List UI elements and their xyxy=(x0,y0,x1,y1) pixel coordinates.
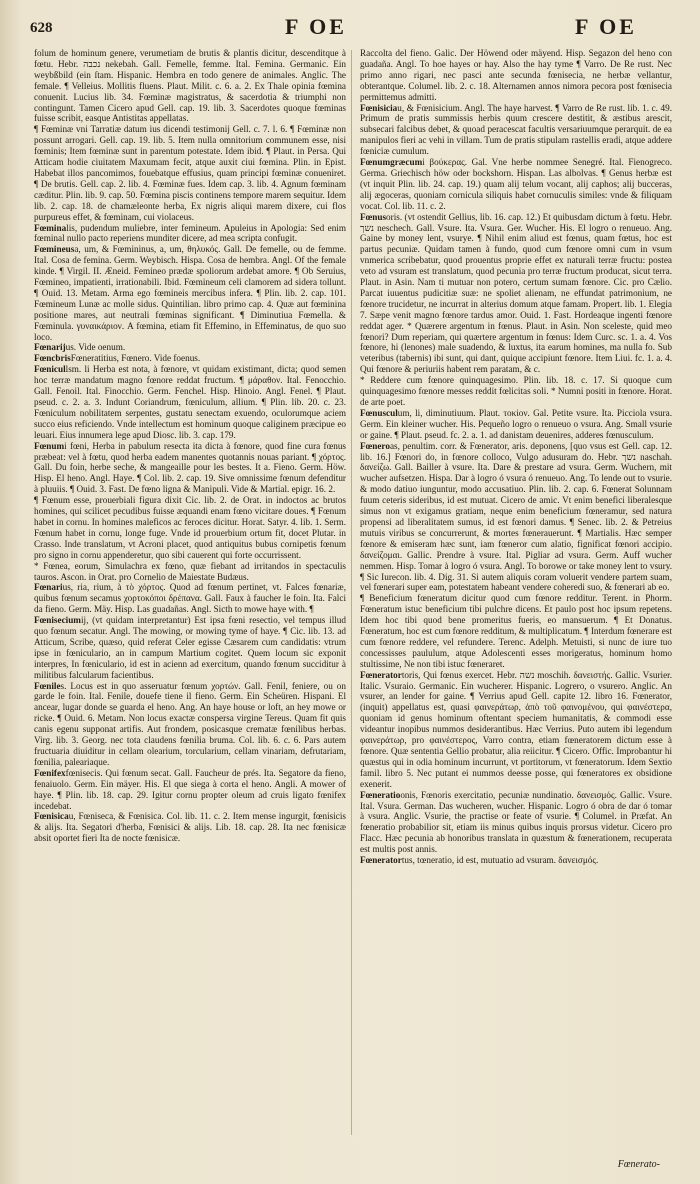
entry-text: s. Locus est in quo asseruatur fœnum χορτών. Gall. Fenil, feniere, ou on garde le foin. Ital. Fenile, douefe tiene il fieno. Germ. Ein Scheüren. Hispani. El ancear, lugar donde se guarda el heno. Ang. An haye house or loft, an hey mowe or ricke. ¶ Ouid. 6. Metam. Non locus exactæ conspersa virgine Tereus. Quam fit quis canis egenu supponat artifis. Aut frondem, posicasque crematæ fœnilibus herbas. Virg. lib. 3. Georg. nec tota claudens fœnilia bruma. Col. lib. 6. c. 6. Pars autem fructuaria diuiditur in cellam olearium, torcularium, cellam vinariam, defrutariam, fœnilia, paleariaque. xyxy=(34,680,346,767)
entry-headword: Fœnari xyxy=(34,582,63,593)
entry-text: i βούκερας. Gal. Vne herbe nommee Senegré. Ital. Fienogreco. Germa. Griechisch höw oder bockshorn. Hispan. Las albolvas. ¶ Genus herbæ est (vt inquit Plin. lib. 24. cap. 19.) quam alij telum vocant, alij caphos; alij bucceras, alij ægoceras, quoniam cornicula siliquis habet cornuculis similes: vnde & filiquam vocat. Col. lib. 11. c. 2. xyxy=(360,157,672,211)
entry-headword: Fœnerator xyxy=(360,669,402,680)
entry-headword: Fœnile xyxy=(34,680,61,691)
dictionary-entry xyxy=(34,495,346,560)
entry-text: folum de hominum genere, verumetiam de brutis & plantis dicitur, descenditque à fœtu. Hebr. נכבה nekebah. Gall. Femelle, femme. Ital. Femina. Germanic. Ein weybßbild (ein ſtam. Hispanic. Hembra en todo genere de animales. Anglic. The female. ¶ Velleius. Mollitis fluens. Plaut. Milit. c. 6. a. 2. Ex Thale opinia fœmina conuenit. Lucius lib. 34. Fœminæ magistratus, & sacerdotia & triumphi non contingunt. Tamen Cicero apud Gell. cap. 19. lib. 3. Sacerdotes quoque fœminas fuisse scribit, easque Antistitas appellatas. xyxy=(34,48,346,124)
entry-headword: Fœnus xyxy=(360,211,387,222)
dictionary-entry xyxy=(34,48,346,124)
entry-text: lsm. li Herba est nota, à fœnore, vt quidam existimant, dicta; quod semen hoc terræ mandatum magno fœnore reddat fructum. ¶ μάραθον. Ital. Fenocchio. Gall. Fenoil. Ital. Finocchio. Germ. Fenchel. Hisp. Hinoio. Angl. Fenel. ¶ Plaut. pseud. c. 2. a. 3. Indunt Coriandrum, fœniculum, allium. ¶ Plin. lib. 20. c. 23. Fœniculum nobilitatem serpentes, gustatu senectam exuendo, oculorumque aciem succo eius reficiendo. Vnde intellectum est hominum quoque caliginem præcipue eo leuari. Eius innumera lege apud Diosc. lib. 3. cap. 179. xyxy=(34,364,346,440)
page-number: 628 xyxy=(30,20,53,36)
entry-headword: Fœmina xyxy=(34,222,67,233)
dictionary-entry xyxy=(34,223,346,245)
dictionary-entry xyxy=(360,593,672,669)
dictionary-entry xyxy=(34,342,346,353)
entry-text: ¶ Fœminæ vni Tarratiæ datum ius dicendi testimonij Gell. c. 7. l. 6. ¶ Fœminæ non possunt arrogari. Gell. cap. 19. lib. 5. Item nulla omnitorium communem esse, nisi fœminis; Item fœminæ sunt in parentum potestate. Idem ibid. ¶ Plaut. in Persa. Qui Atticam hodie ciuitatem Maxumam fecit, atque auxit ciui fœmina. Plin. in Epist. Habebat illos pancomimos, fouebatque effusius, quam principi fœminæ conueniret. ¶ De brutis. Gell. cap. 2. lib. 4. Fœminæ fues. Idem cap. 3. lib. 4. Agnum fœminam cæditur. Plin. lib. 9. cap. 50. Fœmina piscis continens tempore marem sequitur. Idem lib. 2. cap. 18. de chamæleonte herba, Ex nigris aliqui marem dixere, cui flos purpureus effet, & fœminam, cui violaceus. xyxy=(34,124,346,222)
entry-text: ¶ Beneficium fœneratum dicitur quod cum fœnore redditur. Terent. in Phorm. Fœneratum istuc beneficium tibi pulchre dicens. Et paulo post hoc ipsum repetens. Idem hoc tibi quod bene promeritus fueris, eo mansuerum. ¶ Et Donatus. Fœneratum, hoc est cum fœnore redditum, & multiplicatum. ¶ Interdum fœnerare est cum fœnore reddere, vel refundere. Terenc. Adelph. Metuisti, si nunc de iure tuo concessisses paululum, atque Adolescenti esses morigeratus, hominum homo stultissime, Ne non tibi istuc fœneraret. xyxy=(360,593,672,669)
entry-text: u, Fœniseca, & Fœnisica. Col. lib. 11. c. 2. Item mense ingurgit, fœnisicis & alijs. Ita. Segatori d'herba, Fœnisici & alijs. Lib. 18. cap. 28. Ita nec fœnisicæ absit oportet fieri Ita de nocte fœnisicæ. xyxy=(34,811,346,844)
dictionary-entry xyxy=(34,582,346,615)
dictionary-entry xyxy=(34,615,346,680)
entry-headword: Fœnerator xyxy=(360,855,402,866)
entry-headword: Fœnum xyxy=(34,440,65,451)
dictionary-entry xyxy=(34,561,346,583)
dictionary-entry xyxy=(34,441,346,496)
entry-text: lis, pudendum muliebre, inter femineum. Apuleius in Apologia: Sed enim fœminal nullo pacto reperiens munditer dicere, ad mea scripta confugit. xyxy=(34,222,346,244)
catchword: Fœnerato- xyxy=(617,1159,660,1170)
entry-text: Raccolta del fieno. Galic. Der Höwend oder mäyend. Hisp. Segazon del heno con guadaña. Angl. To hoe hayes or hay. Also the hay tyme ¶ Varro. De Re rust. Nec primo anno rigari, nec pasci ante secunda fœnisecia, ne herbæ vellantur, obterantque. Columel. lib. 2. c. 18. Alternamen annos nimora pecora post fœnisecia permittemus admitti. xyxy=(360,48,672,102)
entry-text: um, li, diminutiuum. Plaut. τοκίον. Gal. Petite vsure. Ita. Picciola vsura. Germ. Ein kleiner wucher. His. Pequeño logro o renueuo o vsura. Ang. Small vsurie or gaine. ¶ Plaut. pseud. fc. 2. a. 1. ad danistam deuenires, adderes fœnusculum. xyxy=(360,407,672,440)
entry-text: tus, tœneratio, id est, mutuatio ad vsuram. δανεισμός. xyxy=(401,855,599,866)
entry-headword: Fœnero xyxy=(360,440,390,451)
entry-text: Fœneratitius, Fœnero. Vide foenus. xyxy=(70,353,201,364)
dictionary-entry xyxy=(34,768,346,812)
dictionary-entry xyxy=(34,681,346,768)
entry-text: u, & Fœnisicium. Angl. The haye harvest. ¶ Varro de Re rust. lib. 1. c. 49. Primum de pratis summissis herbis quum crescere destitit, & æstibus arescit, subsecari falcibus debet, & quoad peracescat facultis versariuumque perarquit. de ea manipulos fieri ac vehi in villam. Tum de pratis stipulam rastellis eradi, atque addere fœniciæ cumulum. xyxy=(360,102,672,157)
entry-text: fœnisecis. Qui fœnum secat. Gall. Faucheur de prés. Ita. Segatore da fieno, fenaiuolo. Germ. Ein mäyer. His. El que siega à corta el heno. Angli. A mower of haye. ¶ Plin. lib. 18. cap. 29. Igitur cornu propter oleum ad cruis ligato fœnifex incedebat. xyxy=(34,767,346,811)
dictionary-entry xyxy=(34,353,346,364)
running-head-right: F OE xyxy=(575,14,637,39)
left-column xyxy=(34,48,346,1138)
dictionary-entry xyxy=(360,670,672,790)
entry-headword: Fœmineus xyxy=(34,244,75,255)
entry-headword: Fœnisicia xyxy=(360,102,398,113)
entry-headword: Fœnisecium xyxy=(34,615,81,626)
dictionary-entry xyxy=(34,244,346,342)
entry-text: toris, Qui fœnus exercet. Hebr. נשה moschih. δανειστής. Gallic. Vsurier. Italic. Vsuraio. Germanic. Ein wucherer. Hispanic. Logrero, o vsurero. Anglic. An vsurer, an lender for gaine. ¶ Verrius apud Gell. capite 12. libro 16. Fœnerator, (inquit) appellatus est, quasi φαινεράτωρ, ἀπὸ τοῦ φαινομένου, qui φαινέστερα, quoniam id genus hominum oftentant speciem humanitatis, & commodi esse videantur inopibus nummos desiderantibus. Hæc Verrius. Puto autem ibi legendum φαινεράτωρ, pro φαινέστερος, Varro contra, etiam fœneratorem dictum esse à fœnore. Quæ sententia Gellio probatur, alia reiicitur. ¶ Cicero. Offic. Improbantur hi quæstus qui in odia hominum incurrunt, vt portitorum, vt fœneratorum. Idem Sextio famil. libro 5. Nec putant ei nummos deesse posse, qui fœneratores ex obsidione exenerit. xyxy=(360,669,672,789)
entry-text: * Reddere cum fœnore quinquagesimo. Plin. lib. 18. c. 17. Si quoque cum quinquagesimo fœnore messes reddit fœlicitas soli. * Numni positi in fœnore. Horat. de arte poet. xyxy=(360,375,672,407)
entry-headword: Fœnisica xyxy=(34,811,69,822)
entry-headword: Fœnicul xyxy=(34,364,66,375)
dictionary-entry xyxy=(360,441,672,594)
entry-text: oris. (vt ostendit Gellius, lib. 16. cap. 12.) Et quibusdam dictum à fœtu. Hebr. נשך neschech. Gall. Vsure. Ita. Vsura. Ger. Wucher. His. El logro o renueuo. Ang. Gaine by money lent, vsurye. ¶ Nihil enim aliud est fœnus, quam fœtus, hoc est partus pecuniæ. Quidam tamen à fundo, quod cum fœnore omni cum in vsum vnmerica scribebatur, quod prouentus proprie effet ex naturali terræ fructu: postea veto ad vsuram est translatum, quod pecunia pro terræ fructum producat, sicut terra. Plaut. in Asin. Nam ti mutuar non potero, certum sumam fœnore. Cic. pro Cælio. Parcat iuuentus pudicitiæ suæ: ne spoliet alienam, ne effundat patrimonium, ne fœnore trucidetur, ne incurrat in alterius domum atque famam. Propert. lib. 1. Elegia 7. Sæpe venit magno fœnore tardus amor. Ouid. 1. Fast. Hordeaque ingenti fœnore reddat ager. * Quærere argentum in fœnus. Plaut. in Asin. Non sceleste, quid meo fœnori? Dum reperiam, qui quærtere argentum in fœnus: Idem Curc. sc. 1. a. 4. Vos fœnore, hi (lenones) male suadendo, & luxtus, ita earum homines, ma nulla fo. Sub veteribus (tabernis) ibi sunt, qui dant, quique accipiunt fœnore. Item Liui. fc. 1. a. 4. Qui fœnore & periuriis habent rem paratam, & c. xyxy=(360,211,672,375)
entry-headword: Fœnarij xyxy=(34,342,66,353)
entry-text: us, ria, rium, à τὸ χόρτος. Quod ad fœnum pertinet, vt. Falces fœnariæ, quibus fœnum secamus χορτοκόποι δρέπανα. Gall. Faux à faucher le foin. Ita. Falci da fieno. Germ. Mäy. Hisp. Las guadañas. Angl. Sicth to mowe haye with. ¶ xyxy=(34,582,346,615)
entry-text: i fœni, Herba in pabulum resecta ita dicta à fœnore, quod fine cura fœnus præbeat: vel à fœtu, quod herba eadem manentes quotannis nouas pariant. ¶ χόρτος. Gall. Du foin, herbe seche, & mangeaille pour les bestes. It a. Fieno. Germ. Höw. Hisp. El heno. Angl. Haye. ¶ Col. lib. 2. cap. 19. Sive omnissime fœnum defenditur à pluuiis. ¶ Ouid. 3. Fast. De fœno ligna & Manipuli. Vide & Martial. epigr. 16. 2. xyxy=(34,440,346,495)
entry-headword: Fœnifex xyxy=(34,767,66,778)
entry-text: ij, (vt quidam interpretantur) Est ipsa fœni resectio, vel tempus illud quo fœnum secatur. Angl. The mowing, or mowing tyme of haye. ¶ Cic. lib. 13. ad Atticum, Scribe, quæso, quid referat Celer egisse Cæsarem cum candidatis: vtrum ipse in fœniculario, an in campum Martium cogitet. Quem locum sic exponit interpres, In fœniculario, id est in acienn ad exercitum, quando fœnum succiditur à militibus falcularum facientibus. xyxy=(34,615,346,680)
entry-text: us. Vide oenum. xyxy=(65,342,126,353)
entry-text: onis, Fœnoris exercitatio, pecuniæ nundinatio. δανεισμός. Gallic. Vsure. Ital. Vsura. German. Das wucheren, wucher. Hispanic. Logro ó obra de dar ó tomar à vsura. Anglic. Vsurie, the practise or feate of vsurie. ¶ Columel. in Præfat. An fœneratio probabilior sit, etiam iis minus quibus inquis prorsus videtur. Cicero pro Flacc. Hæc pecunia ab honoribus translata in quæstum & fœnerationem, recuperata est multis post annis. xyxy=(360,789,672,855)
entry-headword: Fœnuscul xyxy=(360,407,398,418)
dictionary-entry xyxy=(34,811,346,844)
dictionary-entry xyxy=(360,212,672,376)
dictionary-entry xyxy=(360,157,672,212)
entry-text: * Fœnea, eorum, Simulachra ex fœno, quæ fiebant ad irritandos in spectaculis tauros. Ascon. in Orat. pro Cornelio de Maiestate Budæus. xyxy=(34,560,346,582)
entry-text: ¶ Fœnum esse, prouerbiali figura dixit Cic. lib. 2. de Orat. in indoctos ac brutos homines, qui scilicet pecudibus fuisse æquandi enam fœno vicitare doues. ¶ Fœnum habet in cornu. In homines maleficos ac feroces dicitur. Horat. Satyr. 4. lib. 1. Serm. Fœnum habet in cornu, longe fuge. Vnde id prouerbium ortum fit, docet Plutar. in Crasso. Inde translatum, vt Acroni placet, quod antiquitus bubus cornipetis fœnum pro signo in cornu appenderetur, quo sibi cauerent qui forte occurrissent. xyxy=(34,495,346,560)
dictionary-entry xyxy=(360,48,672,103)
running-head-left: F OE xyxy=(285,14,347,39)
dictionary-entry xyxy=(360,375,672,408)
dictionary-entry xyxy=(34,124,346,222)
dictionary-entry xyxy=(360,103,672,158)
entry-text: as, penultim. corr. & Fœnerator, aris. deponens, [quo vsus est Gell. cap. 12. lib. 16.] Fœnori do, in fœnore colloco, Vulgo adusuram do. Hebr. נשך naschah. δανείζω. Gall. Bailler à vsure. Ita. Dare & prestare ad vsura. Germ. Wuchern, mit wucher aufsetzen. Hispa. Dar à logro ó vsura ó renueuo. Ang. To lende out to vsurie. & modo datiuo iunguntur, modo accusatiuo. Plin. lib. 2. cap. 6. Fœnerat Solunnam fuum ceteris sideribus, id est mutuat. Cicero de amic. Vt enim benefici liberalesque simus non vt exigamus gratiam, neque enim beneficium fœneramur, sed natura propensi ad liberalitatem sumus, id est fœnori damus. ¶ Senec. lib. 2. & Petreius mutuis viribus se concurrerunt, & mortes fœnerauerunt. ¶ Martialis. Hæc semper fœnore & emiseram hæc sunt, iam fœneror cum alatio, fignificat fœnori accipio. δανείζομαι. Gallic. Prendre à vsure. Ital. Pigliar ad vsura. Germ. Auff wucher nemmen. Hisp. Tomar à logro ó vsura. Angl. To borowe or take money lent to vsury. ¶ Sic Iurecon. lib. 4. Dig. 31. Si autem aliquis coram voluerit vendere partem suam, vel fœnerari super eam, potestatem habeant vendere coheredi suo, & fœnerari ab eo. xyxy=(360,440,672,593)
column-divider xyxy=(351,50,352,1135)
dictionary-entry xyxy=(34,364,346,440)
dictionary-entry xyxy=(360,408,672,441)
dictionary-entry xyxy=(360,790,672,855)
entry-text: a, um, & Fœmininus, a, um, θηλυκός. Gall. De femelle, ou de femme. Ital. Cosa de femina. Germ. Weybisch. Hispa. Cosa de hembra. Angl. Of the female kinde. ¶ Virgil. II. Æneid. Femineo prædæ spoliorum ardebat amore. ¶ Ob Seruius, Fœmineo, impatienti, irrationabili. Ibid. Fœmineum celi clamorem ad sidera tollunt. ¶ Ouid. 13. Metam. Arma ego fœmineis mercibus infera. ¶ Plin. lib. 2. cap. 101. Fœmineum Lunæ ac molle sidus. Quintilian. libro primo cap. 4. Quæ aut fœminina positione mares, aut neutrali fœminas significant. ¶ Diminutiua Fœmella. & Fœminula. γυναικάριον. A fœmina, etiam fit Effemino, in Effeminatus, de quo suo loco. xyxy=(34,244,346,342)
dictionary-entry xyxy=(360,855,672,866)
right-column xyxy=(360,48,672,1138)
entry-headword: Fœnumgræcum xyxy=(360,157,423,168)
entry-headword: Fœncbris xyxy=(34,353,71,364)
running-header xyxy=(30,14,670,44)
entry-headword: Fœneratio xyxy=(360,789,401,800)
